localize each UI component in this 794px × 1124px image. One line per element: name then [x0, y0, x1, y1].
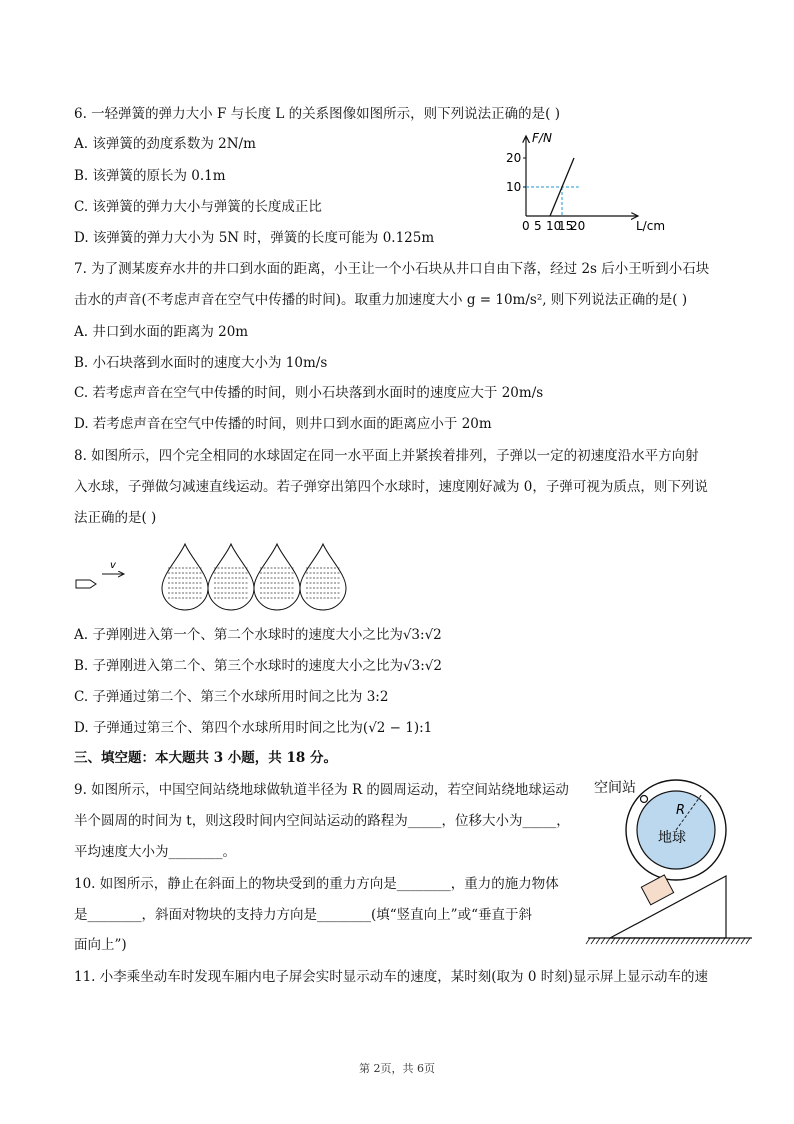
q7-option-b: B. 小石块落到水面时的速度大小为 10m/s	[74, 355, 328, 371]
station-dot	[641, 796, 648, 803]
ground-hatch	[686, 938, 690, 944]
q10-line3: 面向上”)	[74, 937, 127, 953]
ground-hatch	[721, 938, 725, 944]
ground-hatch	[611, 938, 615, 944]
ground-hatch	[656, 938, 660, 944]
ground-hatch	[626, 938, 630, 944]
ground-hatch	[596, 938, 600, 944]
ground-hatch	[646, 938, 650, 944]
ground-hatch	[636, 938, 640, 944]
incline-figure	[586, 872, 756, 948]
water-ball	[300, 544, 346, 610]
q6-option-d: D. 该弹簧的弹力大小为 5N 时，弹簧的长度可能为 0.125m	[74, 230, 435, 246]
q7-option-d: D. 若考虑声音在空气中传播的时间，则井口到水面的距离应小于 20m	[74, 416, 492, 432]
ground-hatch	[746, 938, 750, 944]
radius-label: R	[676, 803, 686, 818]
earth-label: 地球	[658, 830, 686, 846]
station-label: 空间站	[594, 780, 636, 796]
ground-hatch	[676, 938, 680, 944]
ground-hatch	[741, 938, 745, 944]
q10-line2: 是________，斜面对物块的支持力方向是________(填“竖直向上”或“垂直于斜	[74, 907, 532, 923]
ground-hatch	[621, 938, 625, 944]
q6-option-a: A. 该弹簧的劲度系数为 2N/m	[74, 136, 256, 152]
water-ball	[254, 544, 300, 610]
ground-hatch	[661, 938, 665, 944]
y-tick-label: 20	[506, 151, 522, 165]
q11-line1: 11. 小李乘坐动车时发现车厢内电子屏会实时显示动车的速度，某时刻(取为 0 时刻)显示屏上显示动车的速	[74, 969, 708, 985]
velocity-label: v	[110, 560, 116, 571]
section-heading: 三、填空题：本大题共 3 小题，共 18 分。	[74, 750, 337, 766]
block	[641, 875, 673, 905]
ground-hatch	[666, 938, 670, 944]
ground-hatch	[606, 938, 610, 944]
ground-hatch	[586, 938, 590, 944]
q6-stem: 6. 一轻弹簧的弹力大小 F 与长度 L 的关系图像如图所示，则下列说法正确的是( )	[74, 106, 560, 122]
ground-hatch	[731, 938, 735, 944]
q9-line1: 9. 如图所示，中国空间站绕地球做轨道半径为 R 的圆周运动，若空间站绕地球运动	[74, 782, 569, 798]
force-length-chart	[500, 128, 680, 238]
ground-hatch	[736, 938, 740, 944]
x-tick-label: 15	[558, 219, 574, 233]
water-ball	[162, 544, 208, 610]
ground-hatch	[716, 938, 720, 944]
q10-line1: 10. 如图所示，静止在斜面上的物块受到的重力方向是________，重力的施力物体	[74, 876, 559, 892]
q8-stem-line2: 入水球，子弹做匀减速直线运动。若子弹穿出第四个水球时，速度刚好减为 0，子弹可视为质点，则下列说	[74, 479, 708, 495]
ground-hatch	[691, 938, 695, 944]
ground-hatch	[696, 938, 700, 944]
water-ball	[208, 544, 254, 610]
q8-option-b: B. 子弹刚进入第二个、第三个水球时的速度大小之比为√3:√2	[74, 658, 442, 674]
ground-hatch	[651, 938, 655, 944]
space-station-figure	[592, 772, 732, 872]
x-tick-label: 10	[546, 219, 562, 233]
x-axis-label: L/cm	[636, 219, 666, 233]
x-tick-label: 20	[570, 219, 586, 233]
page-footer: 第 2页，共 6页	[359, 1062, 435, 1075]
ground-hatch	[681, 938, 685, 944]
y-axis-label: F/N	[532, 131, 552, 145]
q8-option-a: A. 子弹刚进入第一个、第二个水球时的速度大小之比为√3:√2	[74, 627, 442, 643]
ground-hatch	[671, 938, 675, 944]
ground-hatch	[726, 938, 730, 944]
q6-option-c: C. 该弹簧的弹力大小与弹簧的长度成正比	[74, 199, 322, 215]
q9-line2: 半个圆周的时间为 t，则这段时间内空间站运动的路程为_____，位移大小为_____，	[74, 813, 570, 829]
ground-hatch	[701, 938, 705, 944]
ground-hatch	[706, 938, 710, 944]
q8-option-d: D. 子弹通过第三个、第四个水球所用时间之比为(√2 − 1):1	[74, 720, 433, 736]
ground-hatch	[601, 938, 605, 944]
y-tick-label: 10	[506, 180, 522, 194]
q8-stem-line1: 8. 如图所示，四个完全相同的水球固定在同一水平面上并紧挨着排列，子弹以一定的初速度沿水平方向射	[74, 448, 699, 464]
ground-hatch	[631, 938, 635, 944]
q7-option-c: C. 若考虑声音在空气中传播的时间，则小石块落到水面时的速度应大于 20m/s	[74, 385, 544, 401]
q8-option-c: C. 子弹通过第二个、第三个水球所用时间之比为 3:2	[74, 689, 389, 705]
q7-stem-line2: 击水的声音(不考虑声音在空气中传播的时间)。取重力加速度大小 g = 10m/s², 则下列说法正确的是( )	[74, 292, 688, 308]
q7-stem-line1: 7. 为了测某废弃水井的井口到水面的距离，小王让一个小石块从井口自由下落，经过 2s 后小王听到小石块	[74, 261, 710, 277]
q6-option-b: B. 该弹簧的原长为 0.1m	[74, 168, 226, 184]
q9-line3: 平均速度大小为________。	[74, 844, 236, 860]
x-tick-label: 0	[522, 219, 530, 233]
ground-hatch	[641, 938, 645, 944]
ground-hatch	[616, 938, 620, 944]
water-balls-figure	[70, 536, 350, 616]
ground-hatch	[711, 938, 715, 944]
bullet	[76, 580, 96, 588]
q7-option-a: A. 井口到水面的距离为 20m	[74, 324, 249, 340]
q8-stem-line3: 法正确的是( )	[74, 510, 157, 526]
x-tick-label: 5	[534, 219, 542, 233]
ground-hatch	[591, 938, 595, 944]
